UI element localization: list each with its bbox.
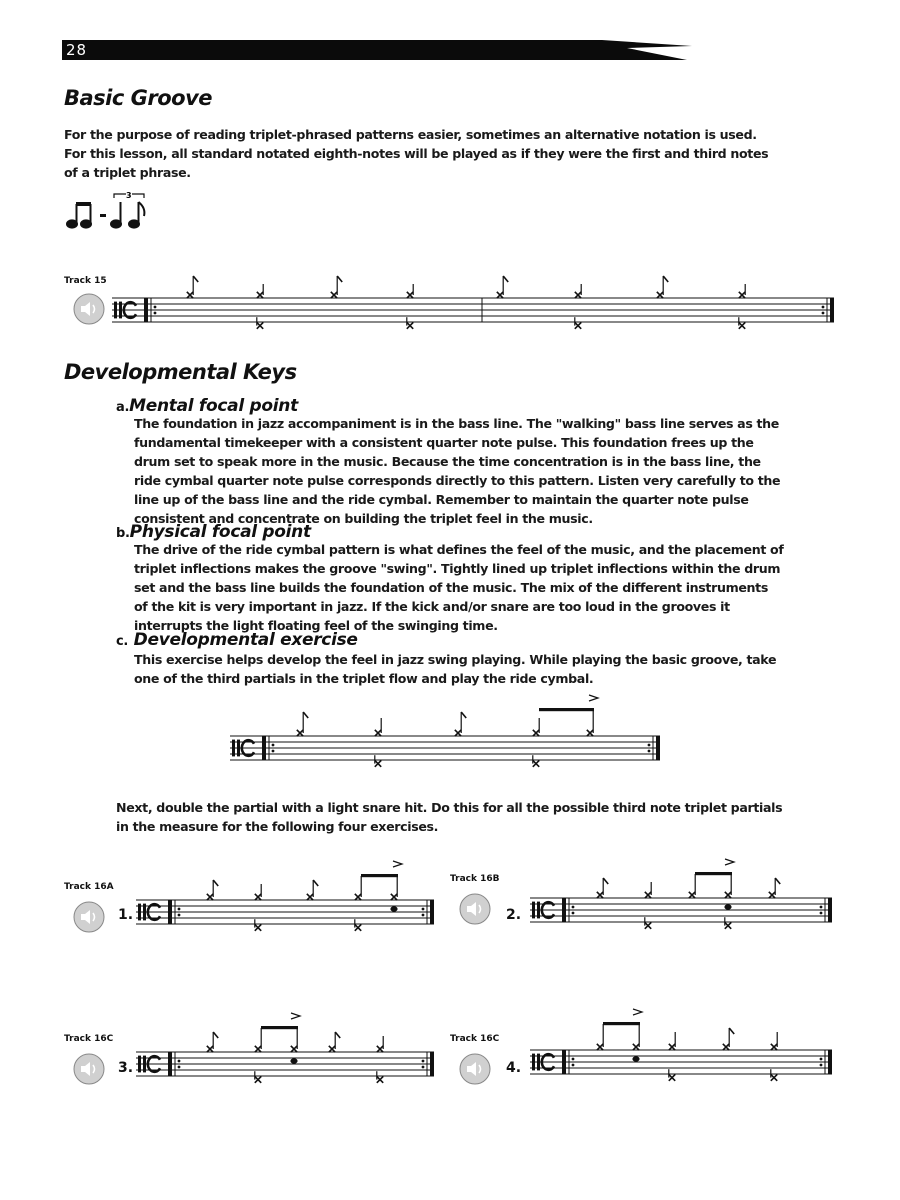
ride-cymbal-note [689, 892, 695, 898]
section-title-developmental-keys: Developmental Keys [64, 360, 297, 384]
mental-focal-point-text [134, 414, 844, 528]
note-flag [193, 276, 198, 282]
percussion-clef [119, 302, 122, 319]
track-label: Track 16A [64, 882, 114, 892]
page-number: 28 [66, 41, 88, 59]
subheading-developmental-exercise [116, 630, 358, 650]
item-letter: b. [116, 526, 130, 541]
groove-staff-track-15 [112, 270, 842, 340]
snare-note [390, 906, 397, 911]
percussion-clef [114, 302, 117, 319]
note-beam [695, 872, 732, 875]
repeat-dot [154, 312, 157, 315]
hihat-foot-note [739, 322, 745, 328]
hihat-foot-note [255, 924, 261, 930]
triplet-number: 3 [126, 191, 132, 200]
ride-cymbal-note [633, 1044, 639, 1050]
percussion-clef [143, 904, 146, 921]
ride-cymbal-note [587, 730, 593, 736]
snare-note [632, 1056, 639, 1061]
next-instructions-text [116, 798, 846, 836]
text-line: drum set to speak more in the music. Because the time concentration is in the bass line, the [134, 454, 761, 469]
exercise-staff-2 [530, 852, 840, 944]
repeat-end [430, 1052, 434, 1076]
note-beam [361, 874, 398, 877]
repeat-dot [178, 908, 181, 911]
hihat-foot-note [257, 322, 263, 328]
percussion-clef [138, 1056, 141, 1073]
ride-cymbal-note [533, 730, 539, 736]
swing-notation-equivalence [64, 190, 164, 235]
repeat-dot [154, 306, 157, 309]
repeat-dot [822, 312, 825, 315]
ride-cymbal-note [575, 292, 581, 298]
subheading-mental-focal-point [116, 396, 298, 416]
text-line: triplet inflections makes the groove "swing". Tightly lined up triplet inflections within the drum [134, 561, 781, 576]
speaker-icon[interactable] [72, 900, 106, 934]
subheading-physical-focal-point [116, 522, 311, 542]
repeat-start [562, 1050, 566, 1074]
ride-cymbal-note [597, 1044, 603, 1050]
note-flag [213, 880, 218, 886]
subheading-text: Physical focal point [129, 522, 311, 542]
repeat-dot [572, 1064, 575, 1067]
ride-cymbal-note [257, 292, 263, 298]
repeat-dot [272, 744, 275, 747]
repeat-dot [422, 1066, 425, 1069]
intro-line: For the purpose of reading triplet-phrased patterns easier, sometimes an alternative notation is used. [64, 127, 757, 142]
hihat-foot-note [355, 924, 361, 930]
percussion-clef [232, 740, 235, 757]
physical-focal-point-text [134, 540, 844, 635]
ride-cymbal-note [331, 292, 337, 298]
ride-cymbal-note [739, 292, 745, 298]
hihat-foot-note [725, 922, 731, 928]
hihat-foot-note [377, 1076, 383, 1082]
accent-mark [393, 861, 402, 867]
ride-cymbal-note [355, 894, 361, 900]
section-title-basic-groove: Basic Groove [64, 86, 213, 110]
repeat-start [168, 1052, 172, 1076]
repeat-start [562, 898, 566, 922]
exercise-number: 3. [118, 1060, 134, 1076]
track-label: Track 16B [450, 874, 500, 884]
note-flag [303, 712, 308, 718]
ride-cymbal-note [377, 1046, 383, 1052]
note-flag [461, 712, 466, 718]
note-beam [261, 1026, 298, 1029]
exercise-number: 1. [118, 907, 134, 923]
ride-cymbal-note [497, 292, 503, 298]
repeat-dot [178, 1066, 181, 1069]
ride-cymbal-note [207, 1046, 213, 1052]
text-line: fundamental timekeeper with a consistent quarter note pulse. This foundation frees up the [134, 435, 754, 450]
ride-cymbal-note [455, 730, 461, 736]
exercise-staff-4 [530, 1004, 840, 1096]
repeat-start [144, 298, 148, 322]
hihat-foot-note [669, 1074, 675, 1080]
ride-cymbal-note [207, 894, 213, 900]
ride-cymbal-note [307, 894, 313, 900]
subheading-text: Developmental exercise [133, 630, 358, 650]
text-line: This exercise helps develop the feel in jazz swing playing. While playing the basic groove, take [134, 652, 777, 667]
ride-cymbal-note [291, 1046, 297, 1052]
text-line: set and the bass line builds the foundation of the music. The mix of the different instruments [134, 580, 768, 595]
repeat-dot [572, 912, 575, 915]
repeat-dot [272, 750, 275, 753]
ride-cymbal-note [771, 1044, 777, 1050]
text-line: ride cymbal quarter note pulse corresponds directly to this pattern. Listen very carefully to the [134, 473, 781, 488]
ride-cymbal-note [597, 892, 603, 898]
note-flag [503, 276, 508, 282]
ride-cymbal-note [255, 1046, 261, 1052]
note-flag [335, 1032, 340, 1038]
developmental-exercise-staff [230, 690, 670, 775]
note-flag [313, 880, 318, 886]
basic-groove-intro [64, 125, 844, 182]
repeat-dot [178, 914, 181, 917]
subheading-text: Mental focal point [129, 396, 298, 416]
exercise-staff-1 [136, 856, 442, 946]
repeat-dot [822, 306, 825, 309]
text-line: consistent and concentrate on building the triplet feel in the music. [134, 511, 593, 526]
note-flag [603, 878, 608, 884]
repeat-dot [820, 912, 823, 915]
hihat-foot-note [771, 1074, 777, 1080]
accent-mark [589, 695, 598, 701]
snare-note [290, 1058, 297, 1063]
ride-cymbal-note [769, 892, 775, 898]
speaker-icon[interactable] [72, 292, 106, 326]
repeat-dot [572, 906, 575, 909]
developmental-exercise-text [134, 650, 844, 688]
text-line: one of the third partials in the triplet flow and play the ride cymbal. [134, 671, 594, 686]
percussion-clef [532, 1054, 535, 1071]
note-flag [337, 276, 342, 282]
repeat-start [168, 900, 172, 924]
ride-cymbal-note [187, 292, 193, 298]
accent-mark [725, 859, 734, 865]
intro-line: For this lesson, all standard notated eighth-notes will be played as if they were the first and third notes [64, 146, 769, 161]
ride-cymbal-note [375, 730, 381, 736]
ride-cymbal-note [669, 1044, 675, 1050]
ride-cymbal-note [407, 292, 413, 298]
percussion-clef [143, 1056, 146, 1073]
hihat-foot-note [407, 322, 413, 328]
hihat-foot-note [645, 922, 651, 928]
note-flag [663, 276, 668, 282]
hihat-foot-note [375, 760, 381, 766]
repeat-end [430, 900, 434, 924]
track-label: Track 16C [64, 1034, 114, 1044]
ride-cymbal-note [723, 1044, 729, 1050]
note-flag [775, 878, 780, 884]
intro-line: of a triplet phrase. [64, 165, 191, 180]
text-line: line up of the bass line and the ride cymbal. Remember to maintain the quarter note pulse [134, 492, 749, 507]
note-beam [603, 1022, 640, 1025]
page-header-bar [62, 40, 692, 60]
track-label: Track 16C [450, 1034, 500, 1044]
ride-cymbal-note [657, 292, 663, 298]
speaker-icon[interactable] [72, 1052, 106, 1086]
ride-cymbal-note [725, 892, 731, 898]
percussion-clef [537, 902, 540, 919]
exercise-number: 2. [506, 907, 522, 923]
repeat-dot [820, 1064, 823, 1067]
hihat-foot-note [533, 760, 539, 766]
item-letter: a. [116, 400, 130, 415]
hihat-foot-note [255, 1076, 261, 1082]
note-flag [729, 1028, 734, 1034]
repeat-dot [178, 1060, 181, 1063]
ride-cymbal-note [329, 1046, 335, 1052]
item-letter: c. [116, 634, 129, 649]
repeat-dot [422, 914, 425, 917]
accent-mark [291, 1013, 300, 1019]
ride-cymbal-note [297, 730, 303, 736]
text-line: interrupts the light floating feel of the swinging time. [134, 618, 498, 633]
percussion-clef [532, 902, 535, 919]
note-flag [213, 1032, 218, 1038]
text-line: The foundation in jazz accompaniment is in the bass line. The "walking" bass line serves as the [134, 416, 779, 431]
repeat-dot [422, 908, 425, 911]
exercise-number: 4. [506, 1060, 522, 1076]
text-line: in the measure for the following four exercises. [116, 819, 439, 834]
repeat-end [830, 298, 834, 322]
repeat-dot [422, 1060, 425, 1063]
ride-cymbal-note [255, 894, 261, 900]
repeat-end [828, 1050, 832, 1074]
speaker-icon[interactable] [458, 892, 492, 926]
percussion-clef [237, 740, 240, 757]
repeat-dot [820, 1058, 823, 1061]
ride-cymbal-note [391, 894, 397, 900]
repeat-start [262, 736, 266, 760]
repeat-dot [820, 906, 823, 909]
accent-mark [633, 1009, 642, 1015]
hihat-foot-note [575, 322, 581, 328]
text-line: The drive of the ride cymbal pattern is what defines the feel of the music, and the placement of [134, 542, 784, 557]
percussion-clef [138, 904, 141, 921]
repeat-dot [648, 750, 651, 753]
repeat-end [828, 898, 832, 922]
speaker-icon[interactable] [458, 1052, 492, 1086]
note-beam [539, 708, 594, 711]
ride-cymbal-note [645, 892, 651, 898]
text-line: of the kit is very important in jazz. If the kick and/or snare are too loud in the grooves it [134, 599, 730, 614]
repeat-dot [648, 744, 651, 747]
snare-note [724, 904, 731, 909]
track-label: Track 15 [64, 276, 107, 286]
text-line: Next, double the partial with a light snare hit. Do this for all the possible third note triplet partials [116, 800, 783, 815]
exercise-staff-3 [136, 1008, 442, 1098]
repeat-end [656, 736, 660, 760]
percussion-clef [537, 1054, 540, 1071]
repeat-dot [572, 1058, 575, 1061]
